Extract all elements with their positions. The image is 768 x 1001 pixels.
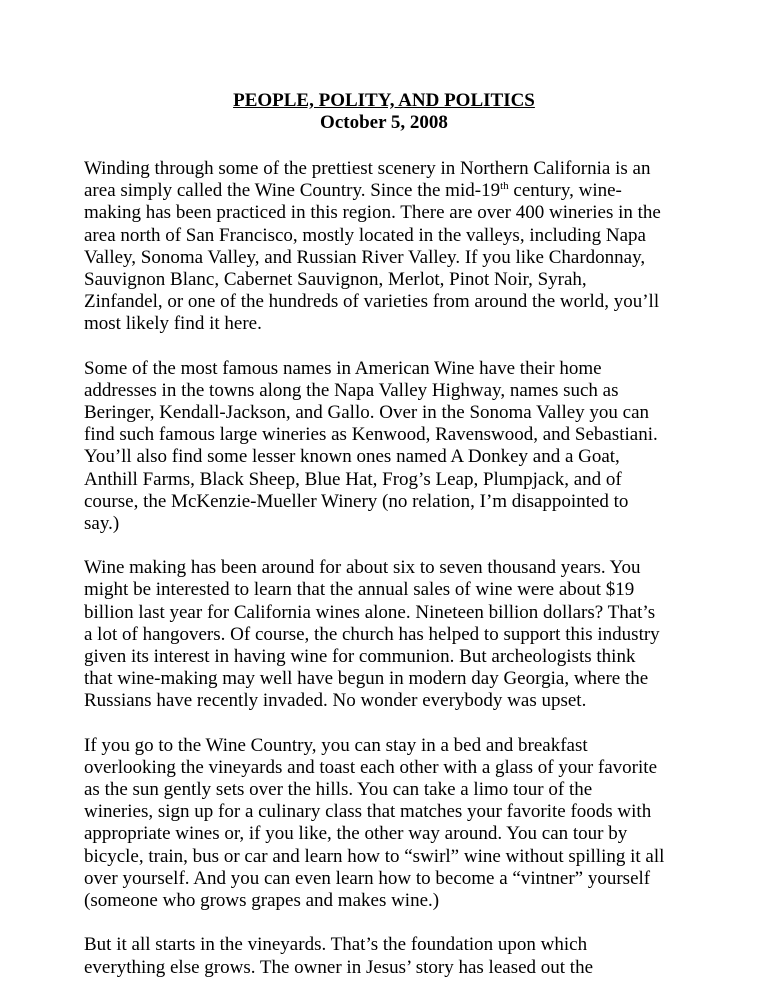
ordinal-superscript: th [500, 180, 509, 193]
paragraph-1 [84, 158, 704, 336]
paragraph-1-part-b: century, wine- making has been practiced in this region. There are over 400 wineries in the area north of San Francisco, mostly located in the valleys, including Napa Valley, Sonoma Valley, and Russian River Valley. If you like Chardonnay, Sauvignon Blanc, Cabernet Sauvignon, Merlot, Pinot Noir, Syrah, Zinfandel, or one of the hundreds of varieties from around the world, you’ll most likely find it here. [84, 180, 661, 335]
paragraph-5: But it all starts in the vineyards. That’s the foundation upon which everything else grows. The owner in Jesus’ story has leased out the [84, 934, 594, 978]
document-title: PEOPLE, POLITY, AND POLITICS [233, 90, 535, 111]
paragraph-2: Some of the most famous names in American Wine have their home addresses in the towns along the Napa Valley Highway, names such as Beringer, Kendall-Jackson, and Gallo. Over in the Sonoma Valley you can find such famous large wineries as Kenwood, Ravenswood, and Sebastiani. You’ll also find some lesser known ones named A Donkey and a Goat, Anthill Farms, Black Sheep, Blue Hat, Frog’s Leap, Plumpjack, and of course, the McKenzie-Mueller Winery (no relation, I’m disappointed to say.) [84, 357, 658, 535]
paragraph-4: If you go to the Wine Country, you can stay in a bed and breakfast overlooking the vineyards and toast each other with a glass of your favorite as the sun gently sets over the hills. You can take a limo tour of the wineries, sign up for a culinary class that matches your favorite foods with appropriate wines or, if you like, the other way around. You can tour by bicycle, train, bus or car and learn how to “swirl” wine without spilling it all over yourself. And you can even learn how to become a “vintner” yourself (someone who grows grapes and makes wine.) [84, 734, 665, 912]
document-date: October 5, 2008 [320, 112, 448, 133]
document-header [0, 90, 768, 134]
paragraph-3: Wine making has been around for about six to seven thousand years. You might be interested to learn that the annual sales of wine were about $19 billion last year for California wines alone. Nineteen billion dollars? That’s a lot of hangovers. Of course, the church has helped to support this industry given its interest in having wine for communion. But archeologists think that wine-making may well have begun in modern day Georgia, where the Russians have recently invaded. No wonder everybody was upset. [84, 557, 660, 712]
document-body [84, 158, 704, 1001]
paragraph-1-part-a: Winding through some of the prettiest scenery in Northern California is an area simply called the Wine Country. Since the mid-19 [84, 158, 651, 202]
